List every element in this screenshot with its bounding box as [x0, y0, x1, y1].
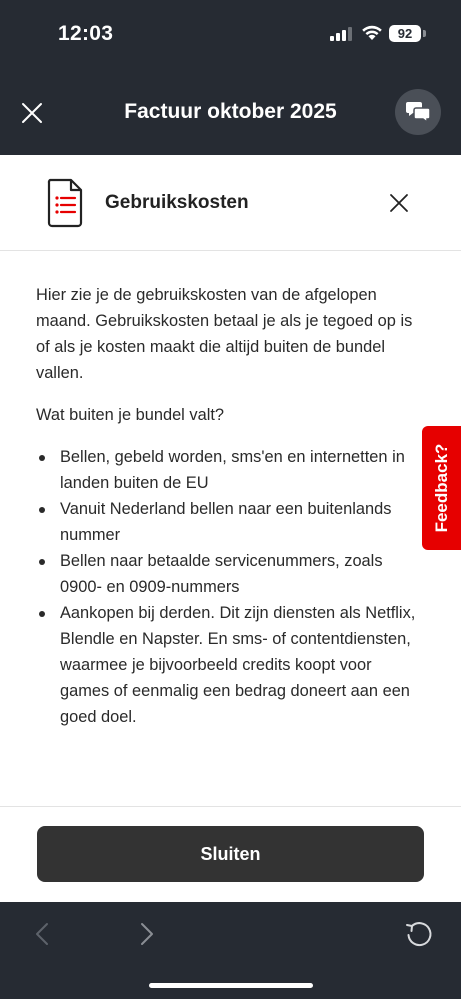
list-item: Aankopen bij derden. Dit zijn diensten als Netflix, Blendle en Napster. En sms- of contentdiensten, waarmee je bijvoorbeeld credits koopt voor games of eenmalig een bedrag doneert aan een goed doel.: [36, 600, 416, 730]
sheet-footer: [0, 806, 461, 902]
list-item: Bellen naar betaalde servicenummers, zoals 0900- en 0909-nummers: [36, 548, 416, 600]
forward-icon[interactable]: [139, 922, 155, 946]
back-icon[interactable]: [34, 922, 50, 946]
signal-icon: [330, 27, 352, 41]
reload-icon[interactable]: [404, 919, 434, 949]
feedback-tab[interactable]: [422, 426, 461, 550]
close-button[interactable]: Sluiten: [37, 826, 424, 882]
sheet-title: Gebruikskosten: [105, 192, 249, 213]
list-item: Bellen, gebeld worden, sms'en en internetten in landen buiten de EU: [36, 444, 416, 496]
status-time: 12:03: [58, 22, 114, 45]
chat-icon: [405, 100, 431, 124]
bullet-list: [36, 444, 416, 730]
sheet-header: [0, 155, 461, 251]
feedback-label: Feedback?: [431, 443, 451, 533]
intro-text: Hier zie je de gebruikskosten van de afgelopen maand. Gebruikskosten betaal je als je tegoed op is of als je kosten maakt die altijd buiten de bundel vallen.: [36, 286, 413, 382]
usage-costs-sheet: [0, 155, 461, 902]
chat-button[interactable]: [395, 89, 441, 135]
status-bar: [0, 0, 461, 70]
battery-cap: [423, 30, 426, 37]
close-icon[interactable]: [389, 193, 409, 213]
wifi-icon: [361, 24, 383, 41]
document-icon: [46, 178, 84, 228]
home-indicator: [149, 983, 313, 988]
list-item: Vanuit Nederland bellen naar een buitenlands nummer: [36, 496, 416, 548]
app-header: [0, 70, 461, 155]
page-title: Factuur oktober 2025: [124, 100, 337, 123]
battery-indicator: 92: [389, 25, 421, 42]
question-text: Wat buiten je bundel valt?: [36, 406, 225, 424]
sheet-content: [36, 282, 416, 730]
